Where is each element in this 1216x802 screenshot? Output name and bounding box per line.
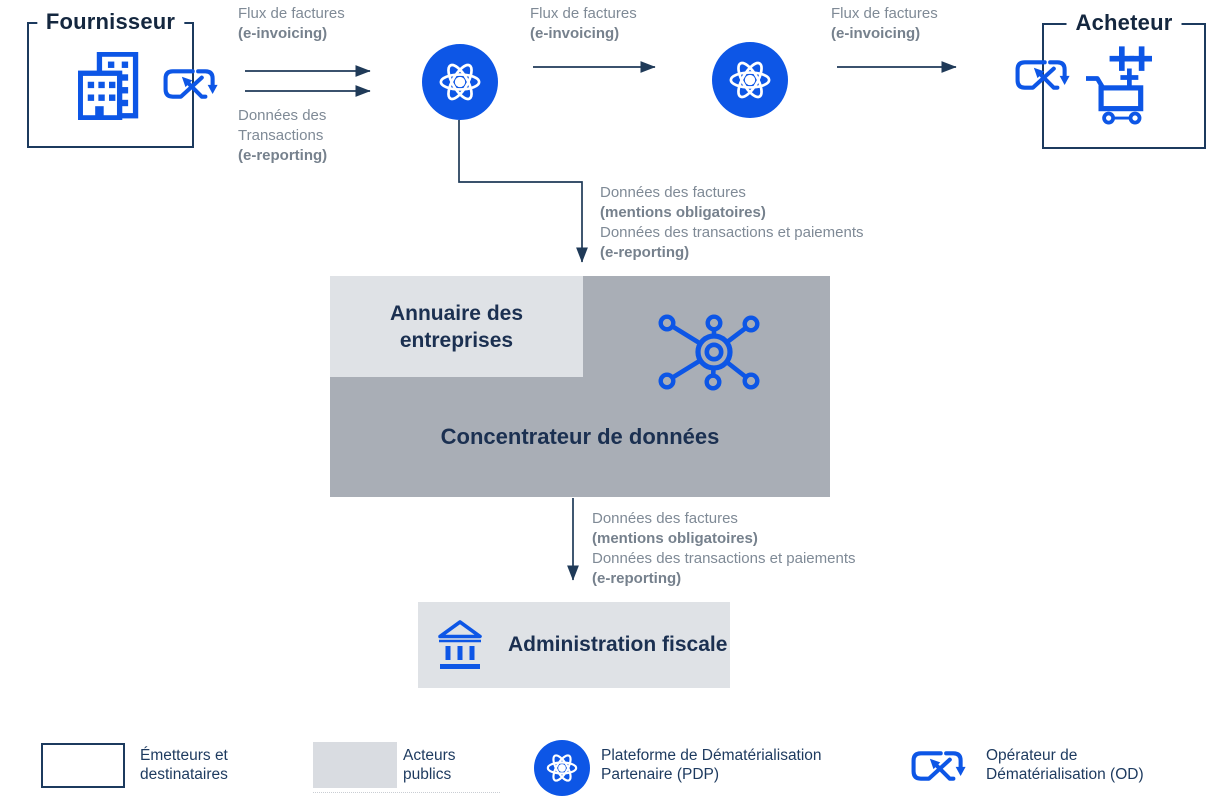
legend-od-icon [909, 747, 967, 785]
label-pdp-to-concentrateur [600, 183, 864, 263]
legend-label-emitters [140, 746, 228, 784]
legend-label-line: Partenaire (PDP) [601, 766, 720, 783]
concentrateur-label: Concentrateur de données [440, 424, 720, 449]
label-concentrateur-to-administration [592, 509, 856, 589]
flow-label-line: Données des [238, 107, 327, 124]
flow-label-line: Transactions [238, 127, 324, 144]
label-reporting-supplier-pdp [238, 106, 327, 166]
atom-icon [723, 53, 777, 107]
atom-icon [433, 55, 487, 109]
flow-label-line: (mentions obligatoires) [592, 530, 758, 547]
legend-label-line: Acteurs [403, 747, 456, 764]
legend-label-line: Plateforme de Dématérialisation [601, 747, 822, 764]
od-icon [161, 65, 219, 103]
flow-label-line: Données des transactions et paiements [592, 550, 856, 567]
od-icon [1013, 56, 1071, 94]
atom-icon [542, 748, 582, 788]
annuaire-label: Annuaire des entreprises [389, 301, 524, 352]
flow-label-line: (e-reporting) [600, 244, 690, 261]
pdp-node-2 [712, 42, 788, 118]
legend-label-line: Émetteurs et [140, 747, 228, 764]
connector-pdp-to-concentrateur [459, 120, 582, 262]
flow-label-line: Flux de factures [831, 5, 938, 22]
fournisseur-title: Fournisseur [37, 9, 184, 35]
annuaire-box [330, 276, 583, 377]
divider [313, 792, 500, 793]
flow-label-line: Flux de factures [530, 5, 637, 22]
legend-label-line: destinataires [140, 766, 228, 783]
flow-label-line: Flux de factures [238, 5, 345, 22]
legend-label-line: Opérateur de [986, 747, 1078, 764]
flow-label-line: (e-invoicing) [238, 25, 328, 42]
legend-label-pdp [601, 746, 822, 784]
flow-label-line: Données des factures [600, 184, 746, 201]
flow-label-line: (e-invoicing) [530, 25, 620, 42]
label-invoicing-pdp-buyer [831, 4, 938, 44]
label-invoicing-pdp-pdp [530, 4, 637, 44]
legend-label-od [986, 746, 1144, 784]
administration-box [418, 602, 730, 688]
flow-label-line: (e-reporting) [238, 147, 328, 164]
building-icon [78, 52, 140, 120]
flow-label-line: (e-invoicing) [831, 25, 921, 42]
data-hub-icon [655, 313, 765, 391]
acheteur-title: Acheteur [1067, 10, 1182, 36]
shopping-cart-icon [1086, 46, 1152, 126]
pdp-node-1 [422, 44, 498, 120]
legend-pdp-icon [534, 740, 590, 796]
legend-label-line: Dématérialisation (OD) [986, 766, 1144, 783]
flow-label-line: Données des factures [592, 510, 738, 527]
legend-label-line: publics [403, 766, 452, 783]
flow-label-line: (mentions obligatoires) [600, 204, 766, 221]
legend-label-public-actors [403, 746, 456, 784]
administration-label: Administration fiscale [508, 633, 728, 656]
flow-label-line: Données des transactions et paiements [600, 224, 864, 241]
legend-swatch-public-actors [313, 742, 397, 788]
label-invoicing-supplier-pdp [238, 4, 345, 44]
legend-swatch-emitters [41, 743, 125, 788]
flow-label-line: (e-reporting) [592, 570, 682, 587]
bank-icon [436, 620, 484, 670]
